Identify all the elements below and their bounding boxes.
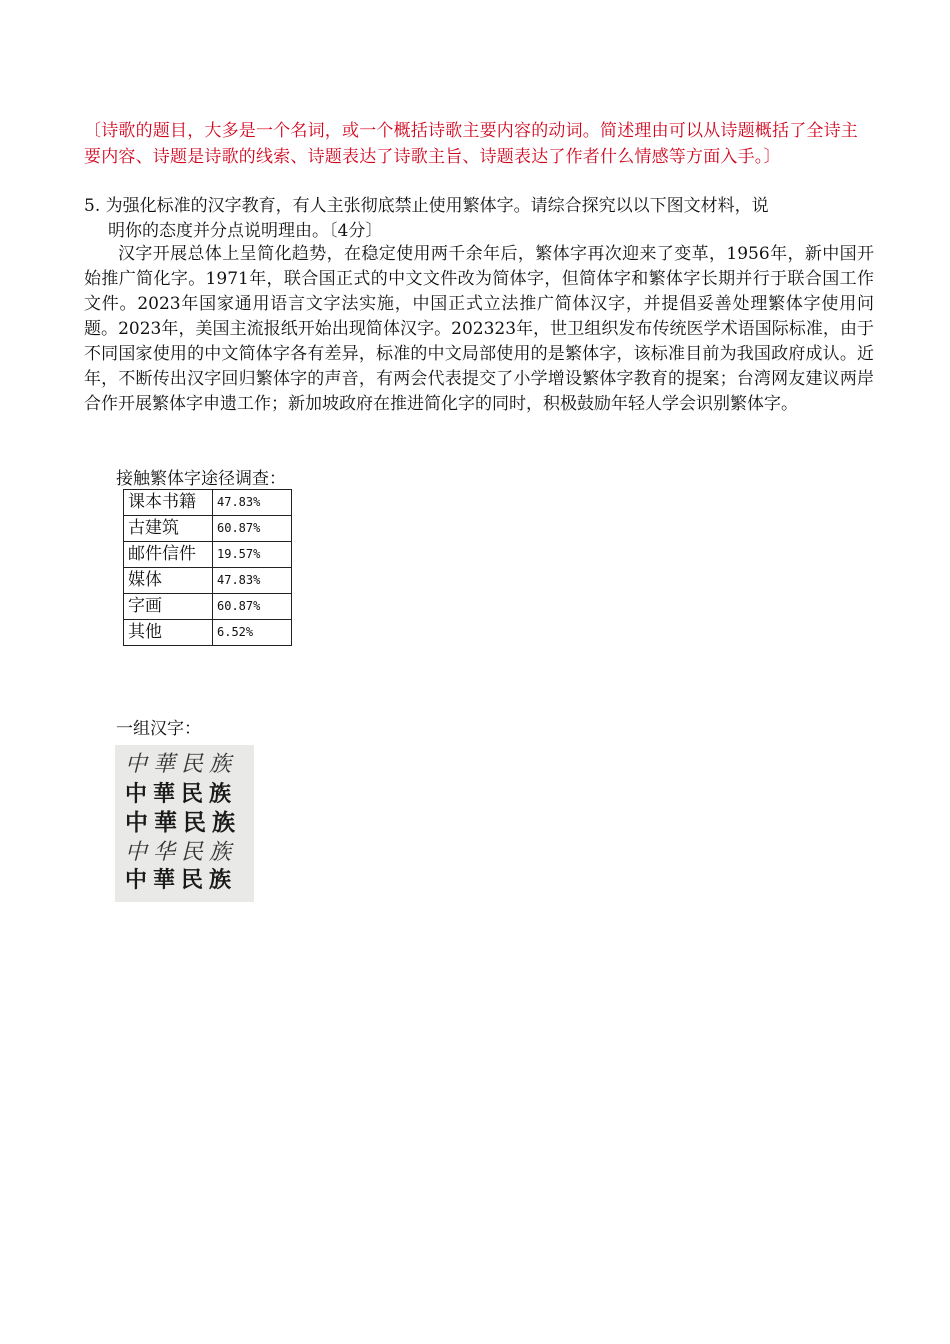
survey-percent: 47.83% [213, 490, 292, 516]
survey-table [123, 489, 292, 646]
answer-note: 〔诗歌的题目，大多是一个名词，或一个概括诗歌主要内容的动词。简述理由可以从诗题概括了全诗主要内容、诗题是诗歌的线索、诗题表达了诗歌主旨、诗题表达了作者什么情感等方面入手。〕 [84, 121, 858, 167]
question-5 [84, 194, 874, 244]
survey-percent: 47.83% [213, 568, 292, 594]
hanzi-calligraphy-image [115, 745, 254, 902]
hanzi-row-regular: 中華民族 [125, 809, 241, 836]
hanzi-row-seal: 中華民族 [125, 752, 238, 777]
table-row [124, 542, 292, 568]
survey-source: 字画 [124, 594, 213, 620]
material-passage: 汉字开展总体上呈简化趋势，在稳定使用两千余年后，繁体字再次迎来了变革，1956年，新中国开始推广简化字。1971年，联合国正式的中文文件改为简体字，但简体字和繁体字长期并行于联合国工作文件。2023年国家通用语言文字法实施，中国正式立法推广简体汉字，并提倡妥善处理繁体字使用问题。2023年，美国主流报纸开始出现简体汉字。202323年，世卫组织发布传统医学术语国际标准，由于不同国家使用的中文简体字各有差异，标准的中文局部使用的是繁体字，该标准目前为我国政府成认。近年，不断传出汉字回归繁体字的声音，有两会代表提交了小学增设繁体字教育的提案；台湾网友建议两岸合作开展繁体字申遗工作；新加坡政府在推进简化字的同时，积极鼓励年轻人学会识别繁体字。 [84, 244, 874, 414]
hanzi-group-title: 一组汉字： [116, 719, 201, 739]
survey-source: 古建筑 [124, 516, 213, 542]
hanzi-row-print: 中華民族 [125, 868, 238, 893]
survey-percent: 60.87% [213, 516, 292, 542]
survey-source: 邮件信件 [124, 542, 213, 568]
survey-percent: 19.57% [213, 542, 292, 568]
hanzi-row-clerical: 中華民族 [125, 781, 238, 806]
survey-source: 媒体 [124, 568, 213, 594]
survey-percent: 6.52% [213, 620, 292, 646]
table-row [124, 620, 292, 646]
table-row [124, 516, 292, 542]
table-row [124, 568, 292, 594]
survey-percent: 60.87% [213, 594, 292, 620]
question-line-2: 明你的态度并分点说明理由。〔4分〕 [108, 221, 383, 241]
survey-source: 其他 [124, 620, 213, 646]
survey-title: 接触繁体字途径调查： [116, 469, 286, 489]
table-row [124, 594, 292, 620]
question-line-1: 5. 为强化标准的汉字教育，有人主张彻底禁止使用繁体字。请综合探究以以下图文材料，说 [84, 196, 769, 216]
table-row [124, 490, 292, 516]
survey-source: 课本书籍 [124, 490, 213, 516]
hanzi-row-simplified: 中华民族 [125, 839, 238, 864]
